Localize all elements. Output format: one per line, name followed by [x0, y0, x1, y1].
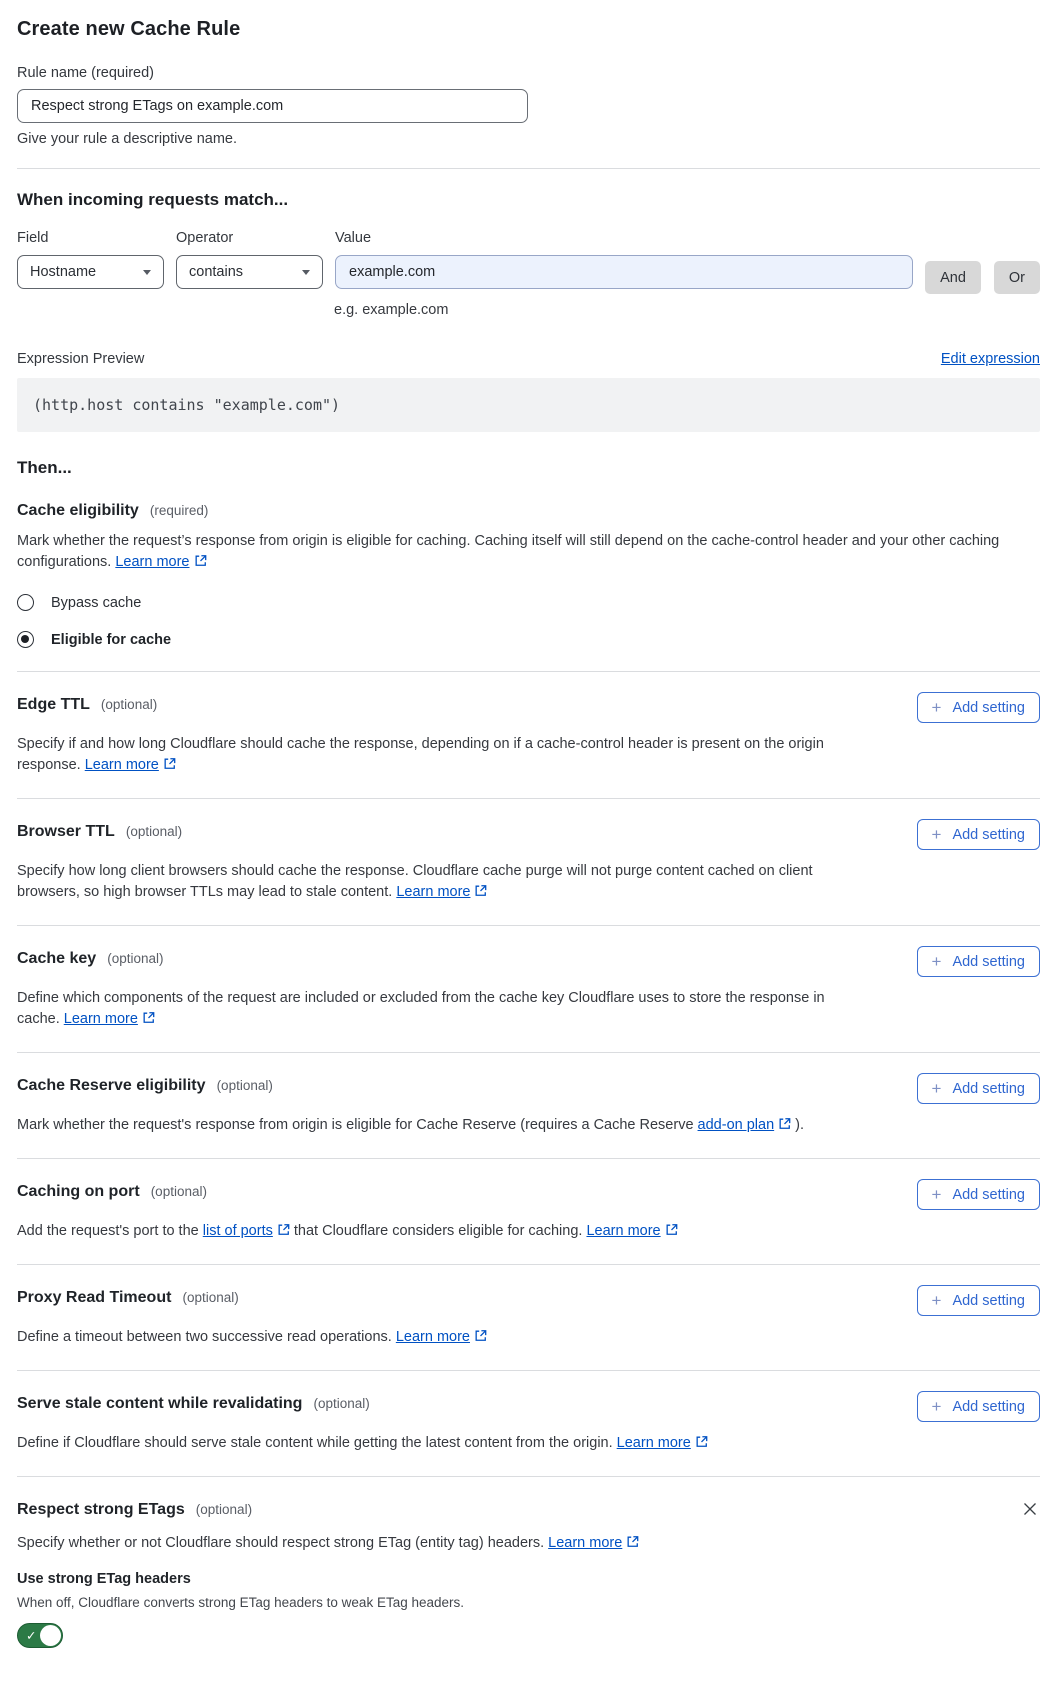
use-strong-etag-headers-label: Use strong ETag headers: [17, 1571, 191, 1587]
section-description: [17, 1115, 859, 1136]
value-input[interactable]: [335, 255, 913, 289]
section-heading: Edge TTL: [17, 696, 90, 713]
add-setting-label: Add setting: [952, 699, 1025, 716]
external-link-icon: [778, 1117, 791, 1130]
learn-more-link[interactable]: Learn more: [85, 757, 176, 773]
section-proxy-read-timeout: [17, 1264, 1040, 1370]
external-link-icon: [626, 1535, 639, 1548]
description-text: Define which components of the request are included or excluded from the cache key Cloudflare uses to store the response in cache.: [17, 990, 825, 1027]
required-badge: (required): [149, 503, 209, 518]
plus-icon: +: [931, 1079, 942, 1098]
section-description: [17, 861, 859, 903]
description-text: Specify whether or not Cloudflare should respect strong ETag (entity tag) headers.: [17, 1535, 549, 1551]
field-select[interactable]: [17, 255, 164, 289]
description-text: Define a timeout between two successive read operations.: [17, 1329, 396, 1345]
rule-name-label: Rule name (required): [17, 65, 155, 81]
field-group: [17, 230, 164, 289]
add-setting-label: Add setting: [952, 1292, 1025, 1309]
learn-more-link[interactable]: Learn more: [396, 1329, 487, 1345]
plus-icon: +: [931, 952, 942, 971]
toggle-knob: [40, 1625, 61, 1646]
section-description: [17, 1221, 859, 1242]
chevron-down-icon: [143, 270, 151, 275]
cache-eligibility-section: [17, 502, 1040, 648]
section-browser-ttl: [17, 798, 1040, 925]
match-builder-row: [17, 230, 1040, 294]
section-description: [17, 988, 859, 1030]
add-setting-button[interactable]: [917, 1179, 1041, 1210]
section-description: [17, 1533, 859, 1554]
external-link-icon: [163, 757, 176, 770]
operator-group: [176, 230, 323, 289]
optional-badge: (optional): [182, 1290, 239, 1305]
external-link-icon: [665, 1223, 678, 1236]
add-setting-button[interactable]: [917, 946, 1041, 977]
external-link-icon: [695, 1435, 708, 1448]
learn-more-link[interactable]: Learn more: [115, 554, 206, 570]
or-button[interactable]: Or: [994, 261, 1040, 294]
radio-label: Bypass cache: [51, 594, 142, 611]
add-setting-button[interactable]: [917, 1391, 1041, 1422]
add-setting-label: Add setting: [952, 1186, 1025, 1203]
description-text: Mark whether the request’s response from origin is eligible for caching. Caching itself will still depend on the cache-control header and your other caching configurations.: [17, 533, 1000, 570]
add-setting-button[interactable]: [917, 1073, 1041, 1104]
operator-label: Operator: [176, 230, 234, 246]
and-button[interactable]: And: [925, 261, 981, 294]
rule-name-help: Give your rule a descriptive name.: [17, 131, 238, 147]
section-cache-reserve-eligibility: [17, 1052, 1040, 1158]
field-label: Field: [17, 230, 49, 246]
operator-select-value: contains: [189, 264, 244, 280]
description-text: that Cloudflare considers eligible for caching.: [289, 1223, 587, 1239]
learn-more-link[interactable]: Learn more: [396, 884, 487, 900]
match-heading: When incoming requests match...: [17, 190, 289, 209]
learn-more-link[interactable]: Learn more: [548, 1535, 639, 1551]
section-description: [17, 1433, 859, 1454]
plus-icon: +: [931, 1185, 942, 1204]
add-setting-button[interactable]: [917, 819, 1041, 850]
value-group: [335, 230, 913, 289]
section-caching-on-port: [17, 1158, 1040, 1264]
section-description: [17, 1327, 859, 1348]
field-select-value: Hostname: [30, 264, 97, 280]
radio-eligible-for-cache[interactable]: [17, 631, 1040, 648]
description-text: Define if Cloudflare should serve stale content while getting the latest content from the origin.: [17, 1435, 617, 1451]
section-edge-ttl: [17, 671, 1040, 798]
learn-more-link[interactable]: Learn more: [586, 1223, 677, 1239]
section-heading: Serve stale content while revalidating: [17, 1395, 303, 1412]
description-text: Mark whether the request's response from origin is eligible for Cache Reserve (requires a Cache Reserve: [17, 1117, 698, 1133]
add-setting-label: Add setting: [952, 1398, 1025, 1415]
description-text: ).: [791, 1117, 805, 1133]
section-respect-strong-etags: [17, 1476, 1040, 1670]
optional-settings-list: [17, 671, 1040, 1670]
external-link-icon: [194, 554, 207, 567]
toggle-help-text: When off, Cloudflare converts strong ETag headers to weak ETag headers.: [17, 1595, 465, 1610]
add-on-plan-link[interactable]: add-on plan: [698, 1117, 792, 1133]
plus-icon: +: [931, 825, 942, 844]
plus-icon: +: [931, 698, 942, 717]
list-of-ports-link[interactable]: list of ports: [203, 1223, 290, 1239]
add-setting-button[interactable]: [917, 1285, 1041, 1316]
chevron-down-icon: [302, 270, 310, 275]
external-link-icon: [474, 884, 487, 897]
cache-eligibility-heading-row: [17, 502, 208, 520]
use-strong-etag-headers-toggle[interactable]: [17, 1623, 63, 1648]
section-serve-stale: [17, 1370, 1040, 1476]
section-heading: Cache key: [17, 950, 97, 967]
rule-name-input[interactable]: [17, 89, 528, 123]
page-title: Create new Cache Rule: [17, 18, 241, 40]
cache-eligibility-description: [17, 531, 1040, 573]
section-cache-key: [17, 925, 1040, 1052]
expression-preview-row: [17, 351, 1040, 367]
radio-checked-icon: [17, 631, 34, 648]
operator-select[interactable]: [176, 255, 323, 289]
add-setting-label: Add setting: [952, 953, 1025, 970]
add-setting-button[interactable]: [917, 692, 1041, 723]
expression-preview-label: Expression Preview: [17, 351, 145, 367]
description-text: Specify how long client browsers should cache the response. Cloudflare cache purge will not purge content cached on client browsers, so high browser TTLs may lead to stale content.: [17, 863, 813, 900]
divider: [17, 168, 1040, 169]
external-link-icon: [474, 1329, 487, 1342]
optional-badge: (optional): [100, 697, 158, 712]
add-setting-label: Add setting: [952, 826, 1025, 843]
optional-badge: (optional): [195, 1502, 253, 1517]
value-hint: e.g. example.com: [334, 302, 449, 318]
plus-icon: +: [931, 1291, 942, 1310]
check-icon: ✓: [26, 1628, 37, 1643]
section-heading: Browser TTL: [17, 823, 115, 840]
optional-badge: (optional): [216, 1078, 273, 1093]
description-text: Add the request's port to the: [17, 1223, 203, 1239]
section-heading: Cache Reserve eligibility: [17, 1077, 206, 1094]
cache-eligibility-heading: Cache eligibility: [17, 502, 139, 519]
section-heading: Caching on port: [17, 1183, 140, 1200]
plus-icon: +: [931, 1397, 942, 1416]
description-text: Specify if and how long Cloudflare should cache the response, depending on if a cache-control header is present on the origin response.: [17, 736, 824, 773]
external-link-icon: [142, 1011, 155, 1024]
andor-buttons: [925, 261, 1040, 294]
section-heading: Respect strong ETags: [17, 1501, 185, 1518]
optional-badge: (optional): [107, 951, 164, 966]
section-description: [17, 734, 859, 776]
then-heading: Then...: [17, 458, 72, 477]
edit-expression-link[interactable]: Edit expression: [940, 351, 1040, 367]
section-heading: Proxy Read Timeout: [17, 1289, 172, 1306]
value-label: Value: [335, 230, 372, 246]
learn-more-link[interactable]: Learn more: [617, 1435, 708, 1451]
optional-badge: (optional): [150, 1184, 207, 1199]
radio-icon: [17, 594, 34, 611]
expression-code: (http.host contains "example.com"): [17, 378, 1040, 432]
learn-more-link[interactable]: Learn more: [64, 1011, 155, 1027]
optional-badge: (optional): [125, 824, 183, 839]
close-icon: [1022, 1501, 1038, 1517]
add-setting-label: Add setting: [952, 1080, 1025, 1097]
rule-name-group: [17, 65, 1040, 147]
radio-bypass-cache[interactable]: [17, 594, 1040, 611]
optional-badge: (optional): [313, 1396, 370, 1411]
external-link-icon: [277, 1223, 290, 1236]
close-button[interactable]: [1020, 1499, 1040, 1522]
radio-label: Eligible for cache: [51, 631, 172, 648]
